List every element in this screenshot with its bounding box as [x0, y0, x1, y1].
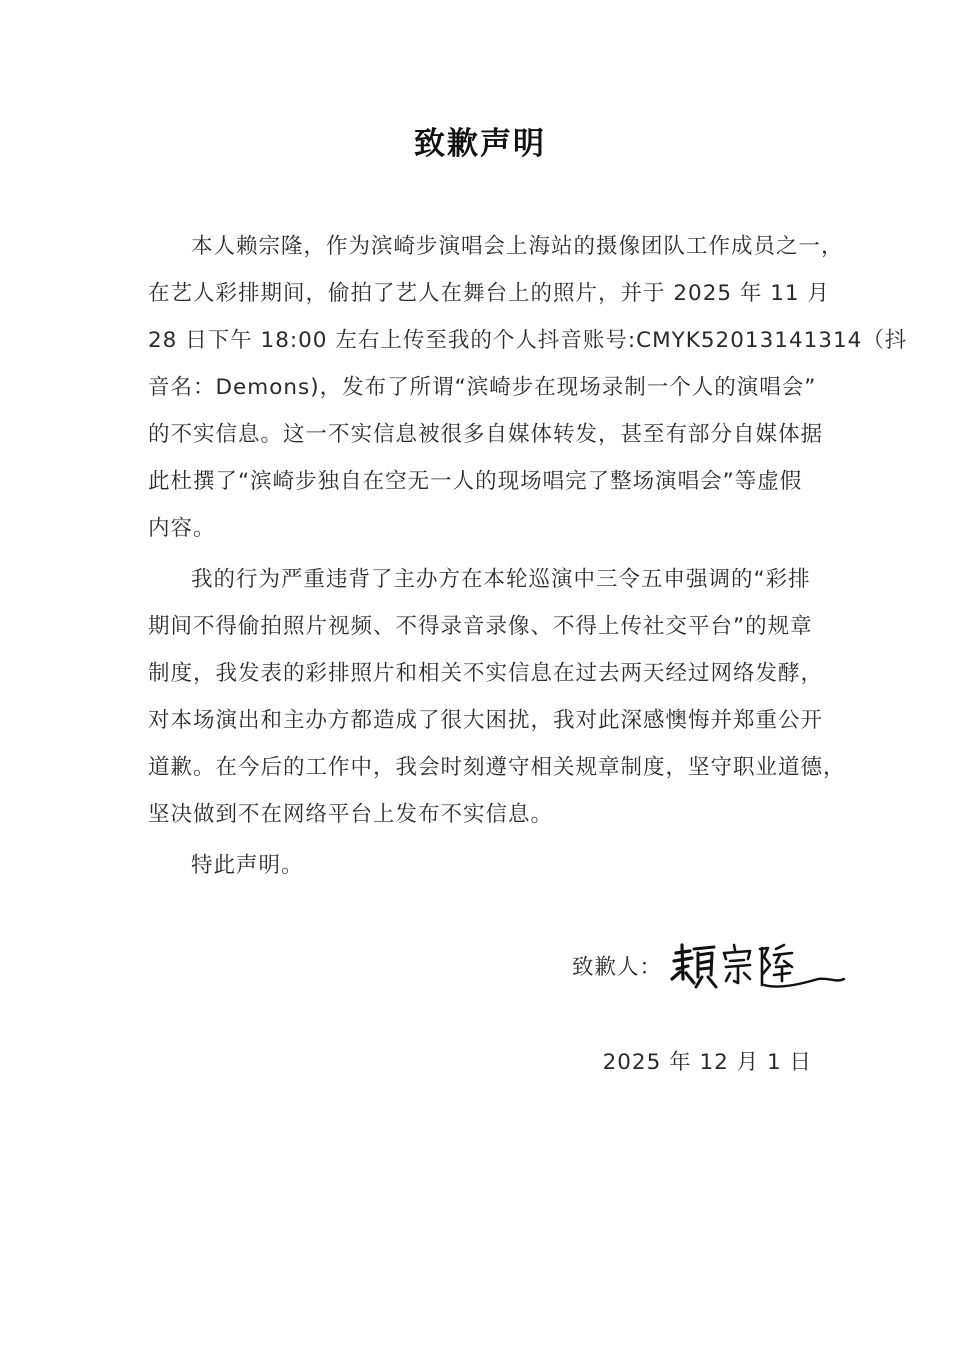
paragraph-line: 我的行为严重违背了主办方在本轮巡演中三令五申强调的“彩排 [191, 567, 811, 592]
document-title: 致歉声明 [414, 126, 546, 162]
paragraph-line: 音名：Demons)，发布了所谓“滨崎步在现场录制一个人的演唱会” [148, 375, 817, 400]
handwritten-signature [668, 939, 848, 995]
paragraph-line: 28 日下午 18:00 左右上传至我的个人抖音账号:CMYK52013141314（抖 [148, 328, 908, 353]
statement-body [148, 223, 908, 893]
paragraph-line: 特此声明。 [191, 853, 304, 878]
paragraph-line: 的不实信息。这一不实信息被很多自媒体转发，甚至有部分自媒体据 [148, 422, 824, 447]
signature-block [572, 940, 848, 990]
paragraph-line: 此杜撰了“滨崎步独自在空无一人的现场唱完了整场演唱会”等虚假 [148, 469, 803, 494]
paragraph-1 [148, 223, 908, 552]
paragraph-2 [148, 556, 846, 838]
signature-label: 致歉人： [572, 954, 663, 980]
signature-strokes [672, 945, 844, 987]
paragraph-line: 坚决做到不在网络平台上发布不实信息。 [148, 802, 554, 827]
paragraph-line: 期间不得偷拍照片视频、不得录音录像、不得上传社交平台”的规章 [148, 614, 813, 639]
paragraph-line: 内容。 [148, 516, 216, 541]
paragraph-line: 制度，我发表的彩排照片和相关不实信息在过去两天经过网络发酵， [148, 661, 824, 686]
paragraph-line: 对本场演出和主办方都造成了很大困扰，我对此深感懊悔并郑重公开 [148, 708, 824, 733]
paragraph-line: 在艺人彩排期间，偷拍了艺人在舞台上的照片，并于 2025 年 11 月 [148, 281, 830, 306]
paragraph-3 [148, 842, 828, 889]
paragraph-line: 道歉。在今后的工作中，我会时刻遵守相关规章制度，坚守职业道德， [148, 755, 846, 780]
statement-date: 2025 年 12 月 1 日 [602, 1050, 812, 1075]
paragraph-line: 本人赖宗隆，作为滨崎步演唱会上海站的摄像团队工作成员之一， [191, 234, 844, 259]
